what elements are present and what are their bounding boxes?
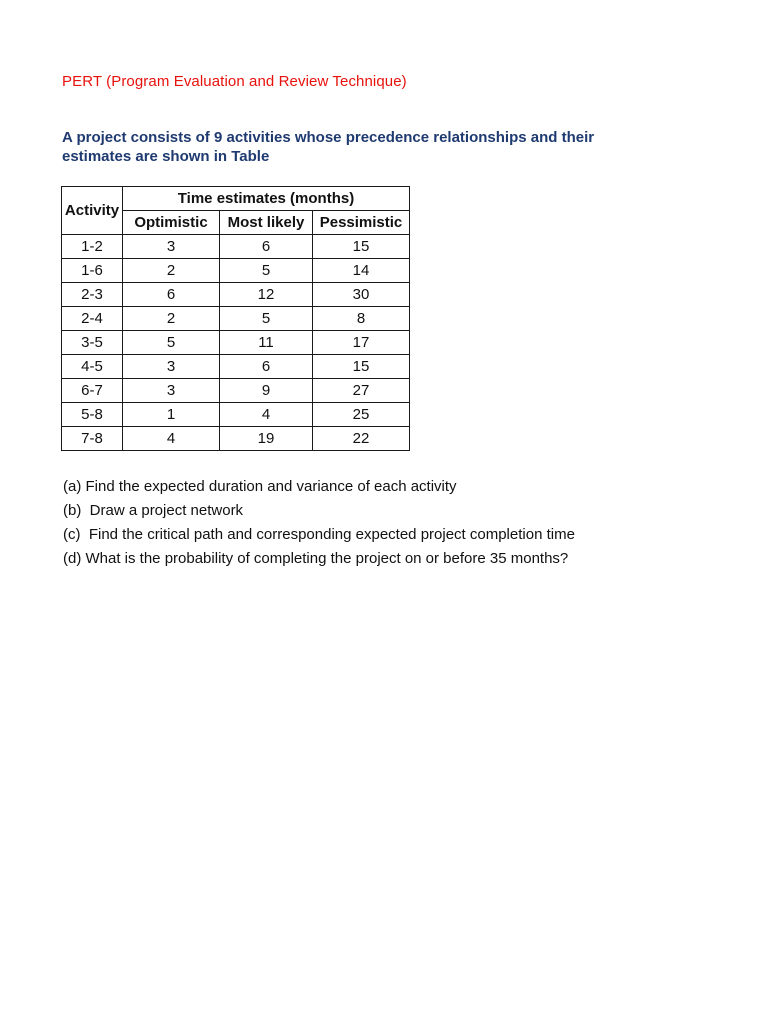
optimistic-cell: 2 [123,259,220,283]
pessimistic-header: Pessimistic [313,211,410,235]
pessimistic-cell: 30 [313,283,410,307]
activity-cell: 7-8 [62,427,123,451]
pessimistic-cell: 15 [313,355,410,379]
optimistic-cell: 1 [123,403,220,427]
most-likely-cell: 5 [220,307,313,331]
question-c: (c) Find the critical path and corresponding expected project completion time [63,526,575,543]
question-list [63,475,575,571]
activity-cell: 6-7 [62,379,123,403]
optimistic-cell: 3 [123,235,220,259]
problem-statement: A project consists of 9 activities whose precedence relationships and their estimates are shown in Table [62,129,595,165]
pessimistic-cell: 17 [313,331,410,355]
table-header-row [62,187,410,211]
pessimistic-cell: 22 [313,427,410,451]
most-likely-cell: 6 [220,355,313,379]
optimistic-cell: 3 [123,355,220,379]
most-likely-header: Most likely [220,211,313,235]
question-b: (b) Draw a project network [63,502,244,519]
table-row [62,331,410,355]
pessimistic-cell: 15 [313,235,410,259]
activity-cell: 3-5 [62,331,123,355]
activity-cell: 4-5 [62,355,123,379]
pessimistic-cell: 14 [313,259,410,283]
optimistic-cell: 4 [123,427,220,451]
pessimistic-cell: 8 [313,307,410,331]
table-row [62,235,410,259]
table-row [62,283,410,307]
time-estimates-header: Time estimates (months) [123,187,410,211]
pessimistic-cell: 27 [313,379,410,403]
activity-cell: 1-6 [62,259,123,283]
optimistic-cell: 6 [123,283,220,307]
optimistic-cell: 2 [123,307,220,331]
table-row [62,259,410,283]
table-row [62,379,410,403]
activity-cell: 2-4 [62,307,123,331]
pessimistic-cell: 25 [313,403,410,427]
document-title: PERT (Program Evaluation and Review Technique) [62,73,407,90]
table-row [62,427,410,451]
most-likely-cell: 11 [220,331,313,355]
optimistic-cell: 5 [123,331,220,355]
question-d: (d) What is the probability of completing the project on or before 35 months? [63,550,569,567]
most-likely-cell: 19 [220,427,313,451]
question-a: (a) Find the expected duration and variance of each activity [63,478,457,495]
activity-cell: 5-8 [62,403,123,427]
table-row [62,307,410,331]
optimistic-cell: 3 [123,379,220,403]
most-likely-cell: 12 [220,283,313,307]
table-row [62,403,410,427]
activity-header: Activity [62,187,123,235]
time-estimates-table [61,186,410,451]
most-likely-cell: 5 [220,259,313,283]
most-likely-cell: 9 [220,379,313,403]
optimistic-header: Optimistic [123,211,220,235]
most-likely-cell: 4 [220,403,313,427]
activity-cell: 1-2 [62,235,123,259]
table-row [62,355,410,379]
most-likely-cell: 6 [220,235,313,259]
activity-cell: 2-3 [62,283,123,307]
